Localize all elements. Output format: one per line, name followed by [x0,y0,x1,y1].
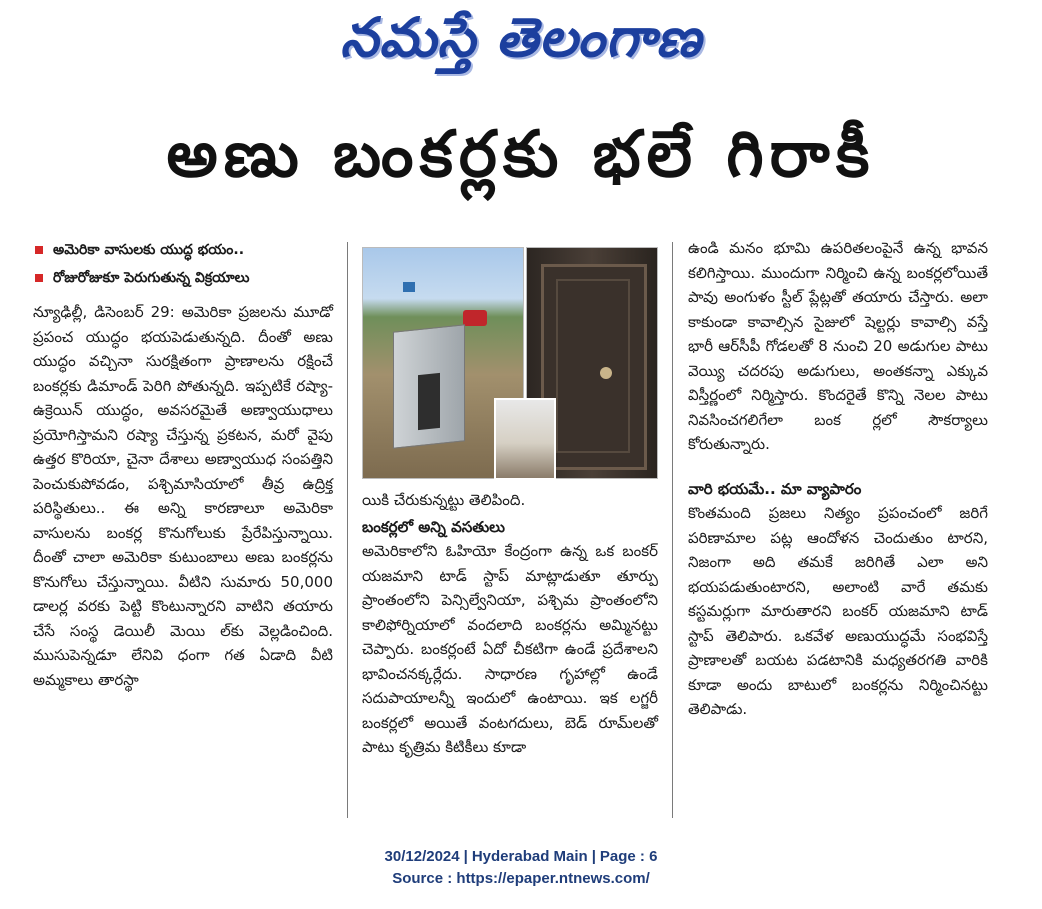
bullet-list [33,236,333,292]
column-divider [672,242,673,818]
column-1 [33,236,333,692]
bunker-door-shape [418,373,440,430]
door-inner-panel [556,279,630,453]
article-text-col2: అమెరికాలోని ఓహియో కేంద్రంగా ఉన్న ఒక బంకర్ యజమాని టాడ్ స్టాప్ మాట్లాడుతూ తూర్పు ప్రాంతంలోని పెన్సిల్వేనియా, పశ్చిమ ప్రాంతంలోని కాలిఫోర్నియాలో వందలాది బంకర్లను అమ్మినట్టు చెప్పారు. బంకర్లంటే ఏదో చీకటిగా ఉండే ప్రదేశాలని భావించనక్కర్లేదు. సాధారణ గృహాల్లో ఉండే సదుపాయాలన్నీ ఇందులో ఉంటాయి. ఇక లగ్జరీ బంకర్లలో అయితే వంటగదులు, బెడ్ రూమ్‌లతో పాటు కృత్రిమ కిటికీలు కూడా [362,542,658,756]
bullet-text: రోజురోజుకూ పెరుగుతున్న విక్రయాలు [53,270,250,286]
water-tank-shape [403,282,415,292]
footer-page: Page : 6 [599,848,658,865]
steel-door-shape [541,264,647,470]
subheading-business: వారి భయమే.. మా వ్యాపారం [688,479,862,498]
column-divider [347,242,348,818]
footer-date: 30/12/2024 [384,848,460,865]
footer [0,846,1042,890]
footer-edition: Hyderabad Main [471,848,588,865]
footer-source: Source : https://epaper.ntnews.com/ [392,870,650,887]
bullet-square-icon [35,246,43,254]
article-text-col3b: కొంతమంది ప్రజలు నిత్యం ప్రపంచంలో జరిగే పరిణామాల పట్ల ఆందోళన చెందుతుం టారని, నిజంగా అది తమకే జరిగితే ఎలా అని భయపడుతుంటారని, అలాంటి వారే తమకు కస్టమర్లుగా మారుతారని బంకర్ యజమాని టాడ్ స్టాప్ తెలిపారు. ఒకవేళ అణుయుద్ధమే సంభవిస్తే ప్రాణాలతో బయట పడటానికి మధ్యతరగతి వారికి కూడా అందు బాటులో బంకర్లను నిర్మించినట్టు తెలిపాడు. [688,504,988,718]
footer-line-1: 30/12/2024 | Hyderabad Main | Page : 6 [384,848,658,865]
article-text-col2-lead: యికి చేరుకున్నట్టు తెలిపింది. [362,491,526,509]
masthead [0,0,1042,82]
bunker-shape [393,324,465,449]
column-3 [688,236,988,722]
headline: అణు బంకర్లకు భలే గిరాకీ [166,118,876,192]
bullet-square-icon [35,274,43,282]
kitchen-inset-photo [494,398,556,480]
bullet-item [33,236,333,264]
article-text-col1: న్యూఢిల్లీ, డిసెంబర్ 29: అమెరికా ప్రజలను మూడో ప్రపంచ యుద్ధం భయపెడుతున్నది. దీంతో అణు యుద్ధం వచ్చినా సురక్షితంగా ప్రాణాలను రక్షించే బంకర్లకు డిమాండ్ పెరిగి పోతున్నది. ఇప్పటికే రష్యా-ఉక్రెయిన్ యుద్ధం, అవసరమైతే అణ్వాయుధాలు ప్రయోగిస్తామని రష్యా చేస్తున్న ప్రకటన, మరో వైపు ఉత్తర కొరియా, చైనా దేశాలు అణ్వాయుధ సంపత్తిని పెంచుకుపోవడం, పశ్చిమాసియాలో తీవ్ర ఉద్రిక్త పరిస్థితులు.. ఈ అన్ని కారణాలూ అమెరికా వాసులను బంకర్ల కొనుగోలుకు ప్రేరేపిస్తున్నాయి. దీంతో చాలా అమెరికా కుటుంబాలు అణు బంకర్లను కొనుగోలు చేస్తున్నాయి. వీటిని సుమారు 50,000 డాలర్ల వరకు పెట్టి కొంటున్నారని వాటిని తయారు చేసే సంస్థ డెయిలీ మెయి ల్‌కు వెల్లడించింది. ముసుపెన్నడూ లేనివి ధంగా గత ఏడాది వీటి అమ్మకాలు తారస్థా [33,303,333,689]
bullet-text: అమెరికా వాసులకు యుద్ధ భయం.. [53,242,245,258]
bullet-item [33,264,333,292]
door-handle-icon [600,367,612,379]
masthead-logo: నమస్తే తెలంగాణ [340,6,702,69]
subheading-facilities: బంకర్లలో అన్ని వసతులు [362,517,505,536]
column-2 [362,488,658,760]
tractor-shape [463,310,487,326]
article-text-col3: ఉండి మనం భూమి ఉపరితలంపైనే ఉన్న భావన కలిగిస్తాయి. ముందుగా నిర్మించి ఉన్న బంకర్లలోయితే పావు అంగుళం స్టీల్ ప్లేట్లతో తయారు చేస్తారు. అలా కాకుండా కావాల్సిన సైజులో షెల్టర్లు కావాల్సి వస్తే భారీ ఆర్‌సీపీ గోడలతో 8 నుంచి 20 అడుగుల పాటు వెయ్యి చదరపు అడుగులు, అంతకన్నా ఎక్కువ విస్తీర్ణంలో నిర్మిస్తారు. కొందరైతే కొన్ని నెలల పాటు నివసించగలిగేలా బంక ర్లలో సౌకర్యాలు కోరుతున్నారు. [688,239,988,453]
